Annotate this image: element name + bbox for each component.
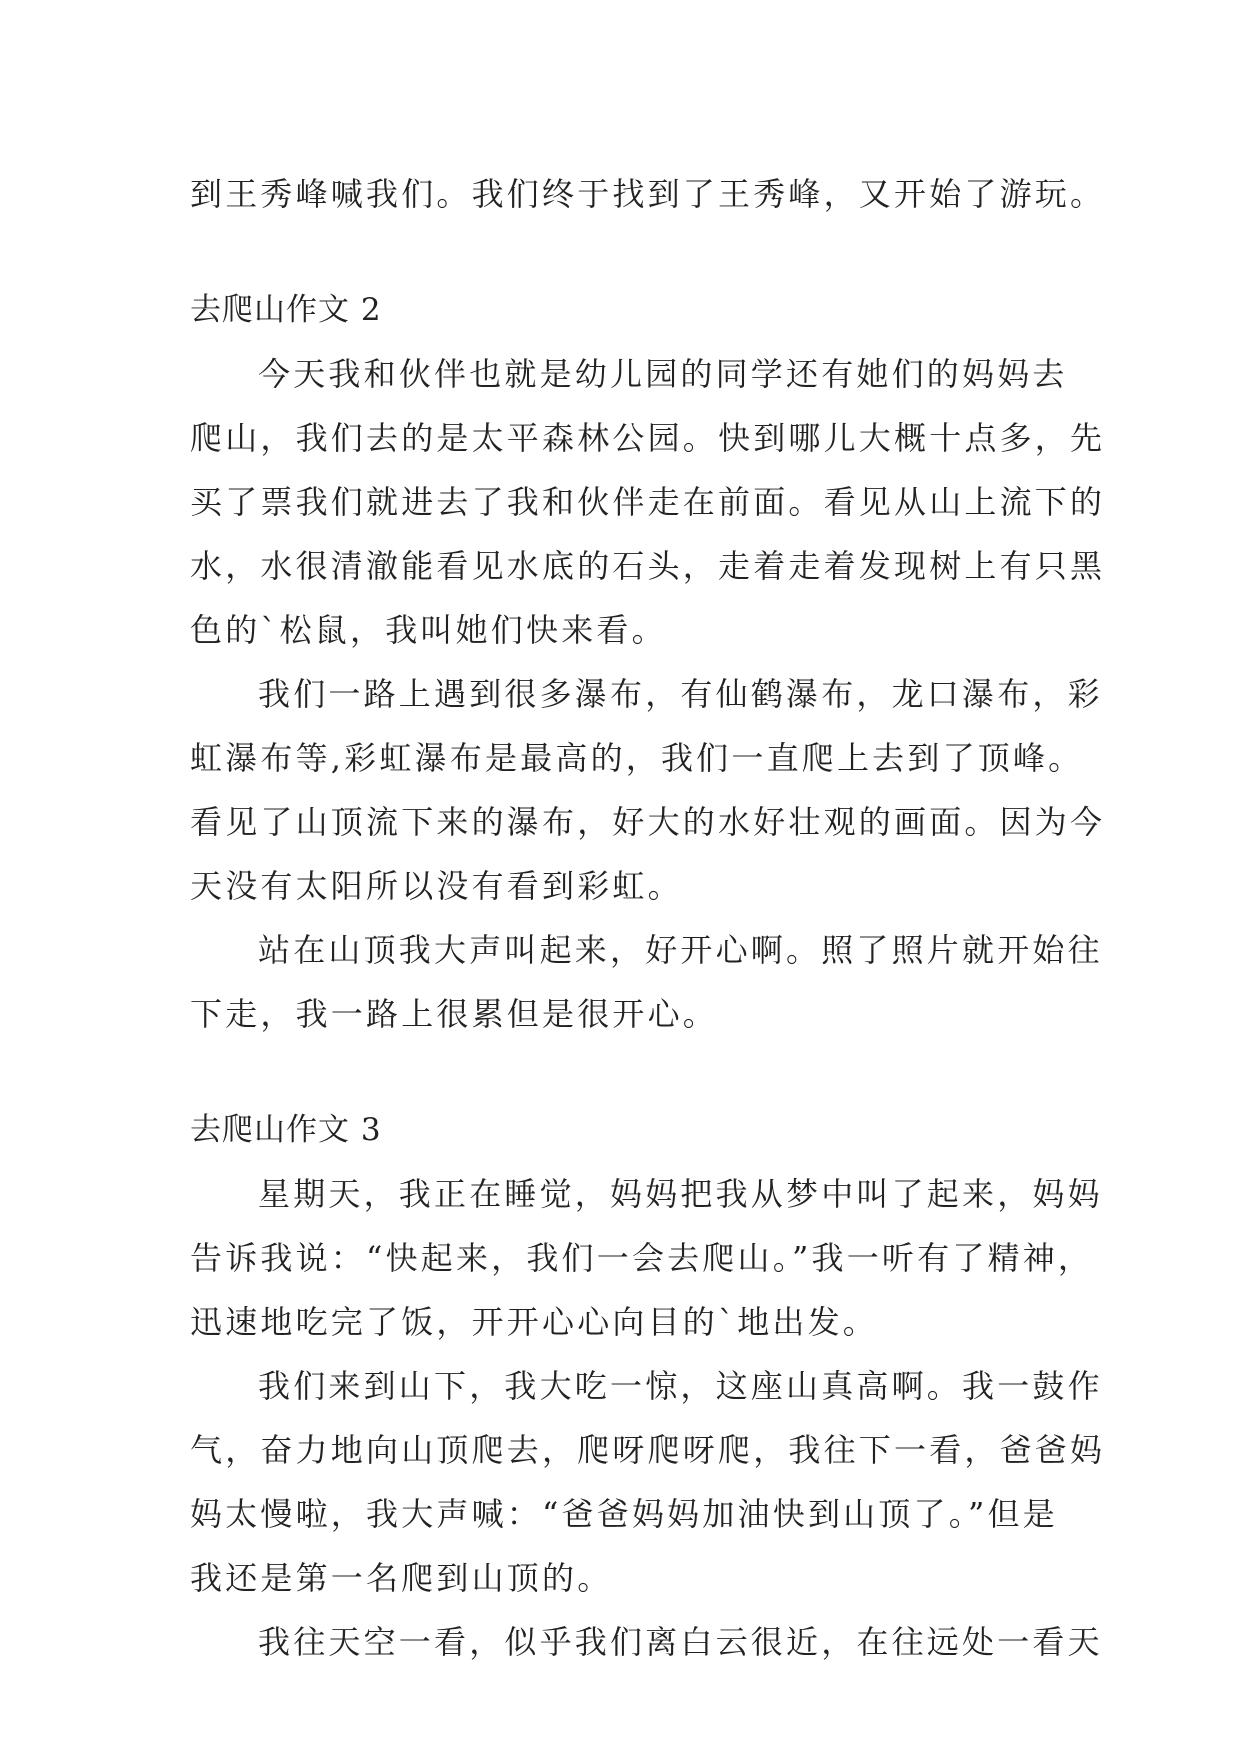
text-line: 虹瀑布等,彩虹瀑布是最高的，我们一直爬上去到了顶峰。 — [190, 739, 1084, 777]
text-line: 告诉我说：“快起来，我们一会去爬山。”我一听有了精神， — [190, 1239, 1094, 1277]
essay-2-paragraph-2 — [190, 662, 1106, 918]
essay-2-paragraph-3 — [190, 918, 1103, 1046]
intro-paragraph — [190, 162, 1106, 226]
document-page — [190, 162, 1106, 1674]
section-gap — [190, 1046, 1070, 1098]
text-line: 站在山顶我大声叫起来，好开心啊。照了照片就开始往 — [258, 931, 1103, 969]
essay-2-section — [190, 278, 1106, 1046]
text-line: 下走，我一路上很累但是很开心。 — [190, 995, 719, 1033]
text-line: 天没有太阳所以没有看到彩虹。 — [190, 867, 683, 905]
essay-3-paragraph-1 — [190, 1162, 1103, 1354]
text-line: 看见了山顶流下来的瀑布，好大的水好壮观的画面。因为今 — [190, 803, 1106, 841]
text-line: 星期天，我正在睡觉，妈妈把我从梦中叫了起来，妈妈 — [258, 1175, 1103, 1213]
essay-3-paragraph-3 — [190, 1610, 1103, 1674]
text-line: 我们一路上遇到很多瀑布，有仙鹤瀑布，龙口瀑布，彩 — [258, 675, 1103, 713]
text-line: 我们来到山下，我大吃一惊，这座山真高啊。我一鼓作 — [258, 1367, 1103, 1405]
section-gap — [190, 226, 1070, 278]
text-line: 到王秀峰喊我们。我们终于找到了王秀峰，又开始了游玩。 — [190, 175, 1106, 213]
text-line: 我还是第一名爬到山顶的。 — [190, 1559, 613, 1597]
essay-3-title: 去爬山作文 3 — [190, 1112, 382, 1148]
text-line: 迅速地吃完了饭，开开心心向目的`地出发。 — [190, 1303, 879, 1341]
text-line: 买了票我们就进去了我和伙伴走在前面。看见从山上流下的 — [190, 483, 1106, 521]
text-line: 妈太慢啦，我大声喊：“爸爸妈妈加油快到山顶了。”但是 — [190, 1495, 1058, 1533]
essay-2-paragraph-1 — [190, 342, 1106, 662]
text-line: 色的`松鼠，我叫她们快来看。 — [190, 611, 667, 649]
text-line: 今天我和伙伴也就是幼儿园的同学还有她们的妈妈去 — [258, 355, 1068, 393]
text-line: 我往天空一看，似乎我们离白云很近，在往远处一看天 — [258, 1623, 1103, 1661]
essay-3-section — [190, 1098, 1106, 1674]
essay-3-paragraph-2 — [190, 1354, 1106, 1610]
text-line: 气，奋力地向山顶爬去，爬呀爬呀爬，我往下一看，爸爸妈 — [190, 1431, 1106, 1469]
text-line: 爬山，我们去的是太平森林公园。快到哪儿大概十点多，先 — [190, 419, 1106, 457]
text-line: 水，水很清澈能看见水底的石头，走着走着发现树上有只黑 — [190, 547, 1106, 585]
essay-2-title: 去爬山作文 2 — [190, 292, 382, 328]
